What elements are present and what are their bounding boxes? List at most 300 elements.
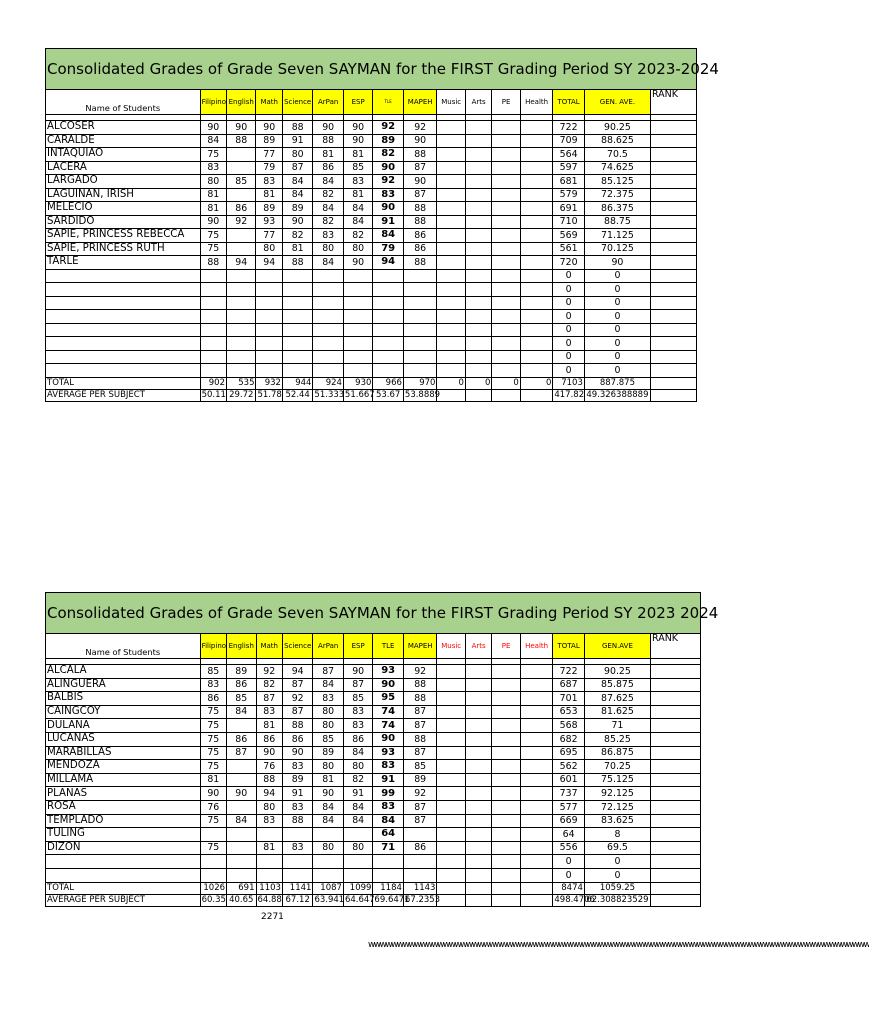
grade-cell	[520, 719, 553, 733]
table-row	[46, 760, 701, 774]
grade-cell: 80	[256, 800, 282, 814]
grade-cell: 80	[313, 705, 344, 719]
grade-cell	[465, 242, 491, 256]
grade-cell	[520, 841, 553, 855]
column-header: Filipino	[200, 90, 226, 115]
grade-cell: 70.25	[584, 760, 650, 774]
column-header: Science	[282, 90, 313, 115]
grade-cell: 88	[403, 692, 437, 706]
grade-cell	[492, 242, 520, 256]
total-cell: 930	[343, 377, 372, 389]
grade-cell: 81	[200, 188, 226, 202]
column-header: Music	[437, 90, 465, 115]
table-row	[46, 134, 697, 148]
grade-cell	[650, 773, 700, 787]
grade-cell: 86	[256, 732, 282, 746]
grade-cell: 80	[200, 175, 226, 189]
grade-cell: 83	[313, 229, 344, 243]
grade-cell: 86	[200, 692, 226, 706]
grade-cell: 75	[200, 148, 226, 162]
total-cell: 0	[465, 377, 491, 389]
grade-cell	[520, 760, 553, 774]
grade-cell	[465, 868, 491, 882]
grade-cell	[200, 828, 226, 842]
average-cell: 60.35	[201, 894, 226, 905]
grade-cell: 92	[282, 692, 313, 706]
grade-cell	[403, 296, 437, 310]
grade-cell	[313, 310, 344, 324]
grade-cell	[650, 283, 696, 297]
total-cell: 924	[313, 377, 344, 389]
grade-cell	[403, 364, 437, 378]
student-name-cell: BALBIS	[46, 692, 201, 706]
grade-cell	[650, 800, 700, 814]
grade-cell	[313, 364, 344, 378]
grade-cell: 83	[282, 800, 313, 814]
grade-cell	[520, 161, 553, 175]
table-row	[46, 364, 697, 378]
grade-cell: 84	[282, 175, 313, 189]
grade-cell	[492, 296, 520, 310]
student-name-cell: MILLAMA	[46, 773, 201, 787]
table-row	[46, 188, 697, 202]
grade-cell	[343, 269, 372, 283]
grade-cell	[343, 364, 372, 378]
grade-cell	[520, 814, 553, 828]
grade-cell: 568	[553, 719, 585, 733]
grade-cell: 0	[553, 296, 585, 310]
grade-cell	[313, 828, 344, 842]
grade-cell: 90	[200, 215, 226, 229]
grade-cell	[650, 814, 700, 828]
grade-cell	[343, 283, 372, 297]
grade-cell	[465, 760, 491, 774]
grade-cell: 84	[313, 678, 344, 692]
total-cell	[650, 882, 700, 894]
total-cell	[520, 882, 553, 894]
grade-cell	[465, 828, 491, 842]
grade-cell: 92	[403, 121, 437, 135]
grade-cell	[313, 269, 344, 283]
average-cell: 62.308823529	[586, 894, 649, 905]
grade-cell	[465, 310, 491, 324]
grade-cell	[227, 323, 256, 337]
grade-cell	[520, 175, 553, 189]
grade-cell: 91	[373, 773, 404, 787]
grade-cell: 88	[403, 732, 437, 746]
grade-cell: 84	[282, 188, 313, 202]
grade-cell: 76	[200, 800, 226, 814]
grade-cell: 0	[584, 337, 650, 351]
grade-cell: 84	[343, 746, 372, 760]
table-row	[46, 814, 701, 828]
grade-cell: 92	[256, 665, 282, 679]
grade-cell: 87	[403, 746, 437, 760]
grade-cell	[313, 296, 344, 310]
table-row	[46, 148, 697, 162]
grade-cell: 84	[313, 814, 344, 828]
grade-cell	[520, 746, 553, 760]
grade-cell: 90	[373, 161, 404, 175]
grade-cell	[520, 269, 553, 283]
grade-cell	[465, 296, 491, 310]
grade-cell: 79	[256, 161, 282, 175]
grade-cell	[492, 773, 520, 787]
grade-cell	[520, 692, 553, 706]
table-title: Consolidated Grades of Grade Seven SAYMAN for the FIRST Grading Period SY 2023-2024	[46, 49, 697, 90]
grade-cell	[343, 296, 372, 310]
grade-cell	[492, 841, 520, 855]
grade-cell	[373, 269, 404, 283]
grade-cell	[465, 350, 491, 364]
table-row	[46, 800, 701, 814]
grade-cell: 0	[553, 350, 585, 364]
total-cell	[492, 882, 520, 894]
column-header: English	[227, 634, 256, 659]
grade-cell	[200, 337, 226, 351]
grade-cell: 83	[343, 705, 372, 719]
student-name-cell: PLANAS	[46, 787, 201, 801]
grade-cell	[650, 134, 696, 148]
student-name-cell: CAINGCOY	[46, 705, 201, 719]
grade-cell: 577	[553, 800, 585, 814]
grade-cell: 88	[403, 215, 437, 229]
grade-cell	[343, 828, 372, 842]
grade-cell	[492, 678, 520, 692]
grade-cell: 86	[403, 242, 437, 256]
student-name-cell: TARLE	[46, 256, 201, 270]
grade-cell: 90.25	[584, 121, 650, 135]
grade-cell	[650, 732, 700, 746]
grade-cell	[200, 323, 226, 337]
grade-cell: 85	[343, 692, 372, 706]
average-cell	[520, 389, 553, 401]
grade-cell	[256, 828, 282, 842]
grade-cell: 737	[553, 787, 585, 801]
grade-cell: 82	[256, 678, 282, 692]
grade-cell	[227, 161, 256, 175]
grade-cell	[492, 283, 520, 297]
grade-cell	[373, 350, 404, 364]
grade-cell	[465, 121, 491, 135]
grade-cell: 77	[256, 148, 282, 162]
grade-cell	[465, 323, 491, 337]
grade-cell	[465, 800, 491, 814]
grade-cell	[465, 283, 491, 297]
grade-cell	[256, 323, 282, 337]
grade-cell: 86	[403, 229, 437, 243]
grade-cell: 75	[200, 746, 226, 760]
grade-cell	[492, 732, 520, 746]
grade-cell: 94	[256, 787, 282, 801]
grade-cell	[200, 269, 226, 283]
grade-cell: 92	[403, 787, 437, 801]
table-row	[46, 202, 697, 216]
column-header: Arts	[465, 90, 491, 115]
grade-cell: 722	[553, 121, 585, 135]
grade-cell	[227, 283, 256, 297]
student-name-cell: MENDOZA	[46, 760, 201, 774]
grade-cell	[437, 175, 465, 189]
grade-cell	[437, 242, 465, 256]
grade-cell: 89	[256, 202, 282, 216]
grade-cell: 0	[584, 269, 650, 283]
grade-cell	[437, 134, 465, 148]
table-row	[46, 773, 701, 787]
grade-cell	[437, 855, 465, 869]
grade-cell	[403, 350, 437, 364]
student-name-cell: ALINGUERA	[46, 678, 201, 692]
grade-cell	[650, 855, 700, 869]
grade-cell: 0	[553, 364, 585, 378]
grade-cell: 86.875	[584, 746, 650, 760]
grade-cell: 72.375	[584, 188, 650, 202]
grade-cell	[650, 296, 696, 310]
grade-cell	[282, 310, 313, 324]
total-cell: 970	[403, 377, 437, 389]
average-cell	[437, 894, 465, 906]
grade-cell: 0	[584, 310, 650, 324]
grade-cell	[650, 746, 700, 760]
grade-cell: 91	[282, 787, 313, 801]
grade-cell: 695	[553, 746, 585, 760]
column-header: RANK	[650, 634, 700, 659]
grade-cell: 88	[282, 814, 313, 828]
column-header: ArPan	[313, 90, 344, 115]
total-cell	[465, 882, 491, 894]
grade-cell	[520, 678, 553, 692]
grade-cell	[437, 787, 465, 801]
grade-cell	[650, 229, 696, 243]
grade-cell	[492, 148, 520, 162]
grade-cell	[227, 310, 256, 324]
grade-cell	[437, 800, 465, 814]
grade-cell	[256, 310, 282, 324]
grade-cell: 83	[343, 719, 372, 733]
total-cell: 535	[227, 377, 256, 389]
grade-cell: 0	[553, 283, 585, 297]
student-name-cell: DULANA	[46, 719, 201, 733]
grade-cell	[282, 269, 313, 283]
grade-cell: 84	[227, 705, 256, 719]
grade-cell: 85	[227, 175, 256, 189]
grade-cell	[256, 296, 282, 310]
grade-cell: 86	[227, 202, 256, 216]
grade-cell	[227, 242, 256, 256]
grade-cell	[437, 337, 465, 351]
average-cell: 50.11	[201, 389, 226, 400]
grade-cell: 89	[227, 665, 256, 679]
grade-cell: 80	[313, 242, 344, 256]
average-cell	[465, 389, 491, 401]
grade-cell	[650, 828, 700, 842]
grade-cell	[343, 323, 372, 337]
grade-cell	[465, 665, 491, 679]
table-row	[46, 283, 697, 297]
grade-cell: 0	[553, 855, 585, 869]
grade-cell	[227, 337, 256, 351]
grade-cell	[403, 855, 437, 869]
grade-cell	[227, 800, 256, 814]
grade-cell: 90	[373, 732, 404, 746]
grade-cell: 0	[553, 323, 585, 337]
grade-cell	[437, 841, 465, 855]
grade-cell: 75	[200, 705, 226, 719]
grade-cell: 83	[256, 705, 282, 719]
grade-cell	[282, 855, 313, 869]
grade-cell: 90	[313, 121, 344, 135]
grade-cell	[227, 868, 256, 882]
grade-table-2	[45, 592, 719, 907]
grade-cell	[650, 787, 700, 801]
column-header: Math	[256, 634, 282, 659]
grade-cell: 83	[373, 800, 404, 814]
grade-cell	[282, 296, 313, 310]
student-name-cell	[46, 296, 201, 310]
grade-cell: 0	[584, 283, 650, 297]
grade-cell: 561	[553, 242, 585, 256]
table-row	[46, 269, 697, 283]
grade-cell: 92	[373, 175, 404, 189]
grade-cell	[282, 868, 313, 882]
grade-cell	[437, 350, 465, 364]
grade-cell: 80	[313, 841, 344, 855]
grade-cell	[227, 188, 256, 202]
grade-cell: 84	[343, 800, 372, 814]
student-name-cell: TULING	[46, 828, 201, 842]
grade-cell: 687	[553, 678, 585, 692]
grade-cell: 81	[256, 188, 282, 202]
grade-cell: 90	[227, 787, 256, 801]
grade-cell: 91	[373, 215, 404, 229]
grade-cell	[437, 202, 465, 216]
average-cell: 498.4706	[554, 894, 595, 905]
table-row	[46, 828, 701, 842]
grade-cell	[492, 350, 520, 364]
grade-cell: 90	[373, 678, 404, 692]
average-cell	[492, 389, 520, 401]
grade-cell: 83	[282, 760, 313, 774]
grade-cell: 91	[343, 787, 372, 801]
average-cell	[437, 389, 465, 401]
student-name-cell: ALCALA	[46, 665, 201, 679]
grade-cell	[492, 787, 520, 801]
grade-cell: 90	[343, 256, 372, 270]
grade-cell: 74.625	[584, 161, 650, 175]
grade-cell	[227, 773, 256, 787]
grade-cell	[650, 678, 700, 692]
grade-cell	[650, 188, 696, 202]
grade-cell: 83	[373, 760, 404, 774]
grade-cell	[465, 161, 491, 175]
grade-cell: 87	[282, 161, 313, 175]
grade-cell: 81	[200, 202, 226, 216]
grade-cell	[403, 269, 437, 283]
grade-cell	[282, 828, 313, 842]
grade-cell	[492, 814, 520, 828]
grade-cell	[437, 828, 465, 842]
grade-cell	[403, 310, 437, 324]
grade-cell: 86	[313, 161, 344, 175]
grade-cell	[256, 283, 282, 297]
average-cell: 40.65	[227, 894, 256, 906]
grade-cell: 72.125	[584, 800, 650, 814]
grade-cell: 90.25	[584, 665, 650, 679]
grade-cell	[437, 364, 465, 378]
grade-cell: 89	[373, 134, 404, 148]
average-cell: 51.78	[257, 389, 282, 400]
grade-cell: 93	[256, 215, 282, 229]
average-cell: 67.12	[282, 894, 313, 906]
grade-cell: 75	[200, 242, 226, 256]
grade-cell: 99	[373, 787, 404, 801]
grade-cell	[437, 719, 465, 733]
grade-cell	[343, 350, 372, 364]
grade-cell	[437, 310, 465, 324]
grade-cell: 64	[373, 828, 404, 842]
grade-cell: 88	[313, 134, 344, 148]
grade-cell	[227, 364, 256, 378]
grade-cell: 90	[584, 256, 650, 270]
grade-cell: 74	[373, 705, 404, 719]
grade-cell: 87	[403, 161, 437, 175]
grade-cell	[465, 256, 491, 270]
grade-cell: 88	[403, 256, 437, 270]
grade-cell	[650, 337, 696, 351]
grade-cell	[437, 161, 465, 175]
column-header: Science	[282, 634, 313, 659]
grade-cell	[465, 814, 491, 828]
grade-cell	[437, 692, 465, 706]
grade-cell: 0	[584, 323, 650, 337]
grade-cell	[227, 841, 256, 855]
grade-cell: 83	[313, 692, 344, 706]
grade-cell	[373, 855, 404, 869]
average-cell: 69.6471	[374, 894, 410, 905]
grade-cell: 84	[313, 202, 344, 216]
grade-cell: 88	[282, 256, 313, 270]
grade-cell: 87.625	[584, 692, 650, 706]
grade-cell: 71.125	[584, 229, 650, 243]
grade-cell	[465, 148, 491, 162]
grade-cell	[520, 705, 553, 719]
student-name-cell: LUCANAS	[46, 732, 201, 746]
grade-cell	[256, 269, 282, 283]
grade-cell	[437, 148, 465, 162]
grade-cell	[403, 323, 437, 337]
total-cell: 8474	[553, 882, 585, 894]
student-name-cell	[46, 337, 201, 351]
grade-cell	[650, 310, 696, 324]
grade-cell: 88	[227, 134, 256, 148]
table-row	[46, 121, 697, 135]
total-cell: 1099	[343, 882, 372, 894]
grade-cell	[282, 364, 313, 378]
grade-cell	[465, 215, 491, 229]
grade-cell: 0	[553, 269, 585, 283]
grade-cell: 84	[343, 202, 372, 216]
grade-cell: 83	[256, 175, 282, 189]
grade-cell	[520, 121, 553, 135]
average-cell	[650, 389, 696, 401]
grade-cell	[650, 202, 696, 216]
grade-cell	[520, 732, 553, 746]
total-cell: 944	[282, 377, 313, 389]
grade-cell	[437, 121, 465, 135]
table-row	[46, 692, 701, 706]
grade-cell	[520, 828, 553, 842]
table-row	[46, 215, 697, 229]
